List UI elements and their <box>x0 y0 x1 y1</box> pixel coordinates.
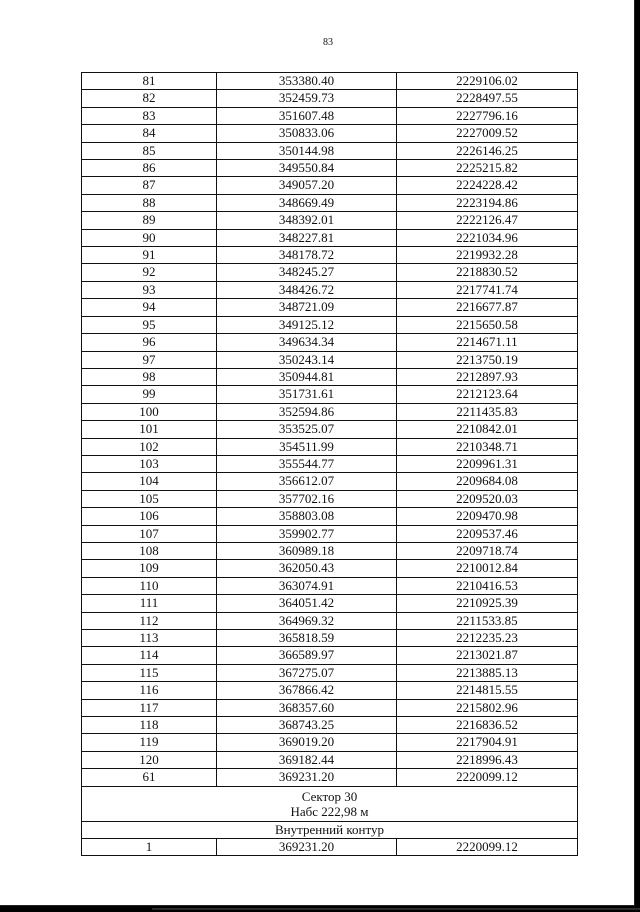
coordinate-row <box>82 699 578 716</box>
point-number-cell: 97 <box>82 351 217 368</box>
y-coordinate-cell: 2209684.08 <box>397 473 578 490</box>
x-coordinate-cell: 358803.08 <box>217 508 397 525</box>
point-number-cell: 84 <box>82 125 217 142</box>
coordinate-row <box>82 595 578 612</box>
contour-label: Внутренний контур <box>82 821 578 838</box>
coordinate-row <box>82 734 578 751</box>
section-header-row <box>82 786 578 821</box>
coordinate-row <box>82 247 578 264</box>
x-coordinate-cell: 355544.77 <box>217 455 397 472</box>
x-coordinate-cell: 350833.06 <box>217 125 397 142</box>
x-coordinate-cell: 369019.20 <box>217 734 397 751</box>
point-number-cell: 120 <box>82 751 217 768</box>
y-coordinate-cell: 2210348.71 <box>397 438 578 455</box>
point-number-cell: 104 <box>82 473 217 490</box>
point-number-cell: 108 <box>82 542 217 559</box>
x-coordinate-cell: 362050.43 <box>217 560 397 577</box>
x-coordinate-cell: 369231.20 <box>217 838 397 855</box>
point-number-cell: 94 <box>82 299 217 316</box>
coordinates-table-body <box>82 73 578 856</box>
coordinate-row <box>82 542 578 559</box>
point-number-cell: 119 <box>82 734 217 751</box>
coordinate-row <box>82 160 578 177</box>
point-number-cell: 115 <box>82 664 217 681</box>
coordinate-row <box>82 386 578 403</box>
x-coordinate-cell: 348227.81 <box>217 229 397 246</box>
coordinate-row <box>82 612 578 629</box>
y-coordinate-cell: 2211533.85 <box>397 612 578 629</box>
coordinate-row <box>82 438 578 455</box>
y-coordinate-cell: 2210416.53 <box>397 577 578 594</box>
y-coordinate-cell: 2209520.03 <box>397 490 578 507</box>
coordinate-row <box>82 403 578 420</box>
coordinate-row <box>82 508 578 525</box>
point-number-cell: 102 <box>82 438 217 455</box>
coordinate-row <box>82 334 578 351</box>
point-number-cell: 110 <box>82 577 217 594</box>
x-coordinate-cell: 354511.99 <box>217 438 397 455</box>
x-coordinate-cell: 353525.07 <box>217 421 397 438</box>
section-height-label: Набс 222,98 м <box>290 803 369 819</box>
x-coordinate-cell: 364051.42 <box>217 595 397 612</box>
x-coordinate-cell: 369231.20 <box>217 769 397 786</box>
y-coordinate-cell: 2214671.11 <box>397 334 578 351</box>
x-coordinate-cell: 348178.72 <box>217 247 397 264</box>
point-number-cell: 96 <box>82 334 217 351</box>
y-coordinate-cell: 2213750.19 <box>397 351 578 368</box>
y-coordinate-cell: 2209718.74 <box>397 542 578 559</box>
point-number-cell: 81 <box>82 73 217 90</box>
contour-coordinate-row <box>82 838 578 855</box>
y-coordinate-cell: 2220099.12 <box>397 769 578 786</box>
coordinate-row <box>82 751 578 768</box>
x-coordinate-cell: 350944.81 <box>217 368 397 385</box>
point-number-cell: 100 <box>82 403 217 420</box>
x-coordinate-cell: 349634.34 <box>217 334 397 351</box>
x-coordinate-cell: 367275.07 <box>217 664 397 681</box>
coordinate-row <box>82 664 578 681</box>
point-number-cell: 116 <box>82 682 217 699</box>
y-coordinate-cell: 2227009.52 <box>397 125 578 142</box>
y-coordinate-cell: 2209470.98 <box>397 508 578 525</box>
x-coordinate-cell: 349125.12 <box>217 316 397 333</box>
point-number-cell: 98 <box>82 368 217 385</box>
point-number-cell: 113 <box>82 630 217 647</box>
y-coordinate-cell: 2218996.43 <box>397 751 578 768</box>
point-number-cell: 86 <box>82 160 217 177</box>
point-number-cell: 105 <box>82 490 217 507</box>
point-number-cell: 99 <box>82 386 217 403</box>
coordinate-row <box>82 281 578 298</box>
x-coordinate-cell: 353380.40 <box>217 73 397 90</box>
page-number: 83 <box>323 37 333 48</box>
y-coordinate-cell: 2218830.52 <box>397 264 578 281</box>
point-number-cell: 1 <box>82 838 217 855</box>
coordinate-row <box>82 264 578 281</box>
y-coordinate-cell: 2225215.82 <box>397 160 578 177</box>
coordinate-row <box>82 73 578 90</box>
x-coordinate-cell: 349057.20 <box>217 177 397 194</box>
x-coordinate-cell: 352459.73 <box>217 90 397 107</box>
point-number-cell: 109 <box>82 560 217 577</box>
point-number-cell: 112 <box>82 612 217 629</box>
point-number-cell: 103 <box>82 455 217 472</box>
coordinate-row <box>82 177 578 194</box>
y-coordinate-cell: 2213021.87 <box>397 647 578 664</box>
coordinate-row <box>82 769 578 786</box>
coordinate-row <box>82 142 578 159</box>
y-coordinate-cell: 2216836.52 <box>397 717 578 734</box>
point-number-cell: 92 <box>82 264 217 281</box>
coordinate-row <box>82 560 578 577</box>
y-coordinate-cell: 2223194.86 <box>397 194 578 211</box>
coordinate-row <box>82 647 578 664</box>
y-coordinate-cell: 2227796.16 <box>397 107 578 124</box>
x-coordinate-cell: 365818.59 <box>217 630 397 647</box>
coordinate-row <box>82 107 578 124</box>
coordinate-row <box>82 351 578 368</box>
y-coordinate-cell: 2216677.87 <box>397 299 578 316</box>
x-coordinate-cell: 348245.27 <box>217 264 397 281</box>
y-coordinate-cell: 2215802.96 <box>397 699 578 716</box>
coordinate-row <box>82 630 578 647</box>
y-coordinate-cell: 2220099.12 <box>397 838 578 855</box>
x-coordinate-cell: 360989.18 <box>217 542 397 559</box>
x-coordinate-cell: 359902.77 <box>217 525 397 542</box>
x-coordinate-cell: 368743.25 <box>217 717 397 734</box>
y-coordinate-cell: 2215650.58 <box>397 316 578 333</box>
contour-header-row <box>82 821 578 838</box>
coordinate-row <box>82 125 578 142</box>
y-coordinate-cell: 2226146.25 <box>397 142 578 159</box>
coordinate-row <box>82 455 578 472</box>
point-number-cell: 61 <box>82 769 217 786</box>
y-coordinate-cell: 2217741.74 <box>397 281 578 298</box>
y-coordinate-cell: 2210842.01 <box>397 421 578 438</box>
coordinate-row <box>82 577 578 594</box>
x-coordinate-cell: 350144.98 <box>217 142 397 159</box>
section-header-cell <box>82 786 578 821</box>
x-coordinate-cell: 348392.01 <box>217 212 397 229</box>
point-number-cell: 90 <box>82 229 217 246</box>
coordinate-row <box>82 194 578 211</box>
section-title: Сектор 30 <box>301 788 358 804</box>
point-number-cell: 111 <box>82 595 217 612</box>
point-number-cell: 101 <box>82 421 217 438</box>
y-coordinate-cell: 2212235.23 <box>397 630 578 647</box>
point-number-cell: 83 <box>82 107 217 124</box>
y-coordinate-cell: 2217904.91 <box>397 734 578 751</box>
x-coordinate-cell: 351731.61 <box>217 386 397 403</box>
coordinate-row <box>82 525 578 542</box>
point-number-cell: 118 <box>82 717 217 734</box>
y-coordinate-cell: 2210925.39 <box>397 595 578 612</box>
point-number-cell: 87 <box>82 177 217 194</box>
x-coordinate-cell: 363074.91 <box>217 577 397 594</box>
page-edge-shadow <box>152 908 640 910</box>
x-coordinate-cell: 367866.42 <box>217 682 397 699</box>
point-number-cell: 117 <box>82 699 217 716</box>
x-coordinate-cell: 356612.07 <box>217 473 397 490</box>
coordinate-row <box>82 717 578 734</box>
coordinate-row <box>82 299 578 316</box>
y-coordinate-cell: 2221034.96 <box>397 229 578 246</box>
point-number-cell: 95 <box>82 316 217 333</box>
y-coordinate-cell: 2224228.42 <box>397 177 578 194</box>
coordinate-row <box>82 316 578 333</box>
coordinate-row <box>82 368 578 385</box>
point-number-cell: 106 <box>82 508 217 525</box>
x-coordinate-cell: 349550.84 <box>217 160 397 177</box>
x-coordinate-cell: 368357.60 <box>217 699 397 716</box>
x-coordinate-cell: 350243.14 <box>217 351 397 368</box>
x-coordinate-cell: 348721.09 <box>217 299 397 316</box>
y-coordinate-cell: 2212123.64 <box>397 386 578 403</box>
coordinate-row <box>82 421 578 438</box>
coordinates-table <box>81 72 578 856</box>
coordinate-row <box>82 229 578 246</box>
x-coordinate-cell: 352594.86 <box>217 403 397 420</box>
y-coordinate-cell: 2212897.93 <box>397 368 578 385</box>
y-coordinate-cell: 2211435.83 <box>397 403 578 420</box>
point-number-cell: 107 <box>82 525 217 542</box>
coordinate-row <box>82 490 578 507</box>
y-coordinate-cell: 2228497.55 <box>397 90 578 107</box>
y-coordinate-cell: 2214815.55 <box>397 682 578 699</box>
y-coordinate-cell: 2209961.31 <box>397 455 578 472</box>
x-coordinate-cell: 364969.32 <box>217 612 397 629</box>
coordinate-row <box>82 212 578 229</box>
y-coordinate-cell: 2219932.28 <box>397 247 578 264</box>
point-number-cell: 85 <box>82 142 217 159</box>
point-number-cell: 93 <box>82 281 217 298</box>
point-number-cell: 82 <box>82 90 217 107</box>
y-coordinate-cell: 2222126.47 <box>397 212 578 229</box>
x-coordinate-cell: 366589.97 <box>217 647 397 664</box>
y-coordinate-cell: 2213885.13 <box>397 664 578 681</box>
x-coordinate-cell: 357702.16 <box>217 490 397 507</box>
y-coordinate-cell: 2229106.02 <box>397 73 578 90</box>
y-coordinate-cell: 2210012.84 <box>397 560 578 577</box>
x-coordinate-cell: 348426.72 <box>217 281 397 298</box>
point-number-cell: 88 <box>82 194 217 211</box>
coordinate-row <box>82 473 578 490</box>
y-coordinate-cell: 2209537.46 <box>397 525 578 542</box>
x-coordinate-cell: 348669.49 <box>217 194 397 211</box>
coordinate-row <box>82 90 578 107</box>
x-coordinate-cell: 351607.48 <box>217 107 397 124</box>
x-coordinate-cell: 369182.44 <box>217 751 397 768</box>
point-number-cell: 91 <box>82 247 217 264</box>
point-number-cell: 114 <box>82 647 217 664</box>
point-number-cell: 89 <box>82 212 217 229</box>
coordinate-row <box>82 682 578 699</box>
